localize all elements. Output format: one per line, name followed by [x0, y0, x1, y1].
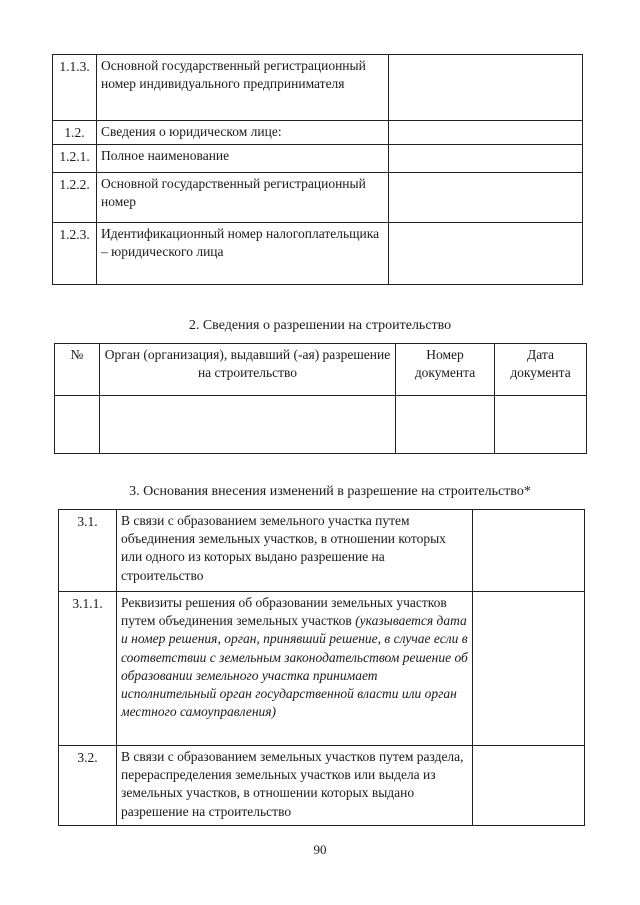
row-number: 3.1. [59, 510, 117, 592]
applicant-info-table [52, 54, 583, 285]
table-row [59, 746, 585, 826]
row-number: 1.2.3. [53, 223, 97, 285]
value-cell [389, 145, 583, 173]
row-number: 1.2.2. [53, 173, 97, 223]
value-cell [495, 396, 587, 454]
table-row [55, 396, 587, 454]
value-cell [389, 121, 583, 145]
table-row [53, 145, 583, 173]
row-label [117, 592, 473, 746]
row-number: 3.2. [59, 746, 117, 826]
row-label: Полное наименование [97, 145, 389, 173]
row-number: 1.2. [53, 121, 97, 145]
row-text: Реквизиты решения об образовании земельных участков путем объединения земельных участков [121, 595, 447, 629]
page-number: 90 [313, 842, 327, 857]
table-row [53, 173, 583, 223]
row-label: Сведения о юридическом лице: [97, 121, 389, 145]
permit-info-table [54, 343, 587, 454]
row-number: 1.2.1. [53, 145, 97, 173]
row-label: Основной государственный регистрационный номер [97, 173, 389, 223]
table-row [53, 121, 583, 145]
table-row [59, 510, 585, 592]
row-label: В связи с образованием земельных участков путем раздела, перераспределения земельных участков или выдела из земельных участков, в отношении которых выдано разрешение на строительство [117, 746, 473, 826]
header-doc-date: Дата документа [495, 344, 587, 396]
section-3-title: 3. Основания внесения изменений в разрешение на строительство* [129, 484, 531, 499]
value-cell [389, 55, 583, 121]
value-cell [389, 223, 583, 285]
value-cell [396, 396, 495, 454]
value-cell [473, 746, 585, 826]
row-note: (указывается дата и номер решения, орган, принявший решение, в случае если в соответствии с земельным законодательством решение об образовании земельного участка принимает исполнительный орган государственной власти или орган местного самоуправления) [121, 613, 468, 720]
row-label: Идентификационный номер налогоплательщика – юридического лица [97, 223, 389, 285]
table-header-row [55, 344, 587, 396]
value-cell [473, 510, 585, 592]
value-cell [100, 396, 396, 454]
row-label: Основной государственный регистрационный номер индивидуального предпринимателя [97, 55, 389, 121]
section-2-title: 2. Сведения о разрешении на строительство [188, 318, 452, 333]
row-label: В связи с образованием земельного участка путем объединения земельных участков, в отношении которых или одного из которых выдано разрешение на строительство [117, 510, 473, 592]
change-basis-table [58, 509, 585, 826]
value-cell [55, 396, 100, 454]
header-num: № [55, 344, 100, 396]
row-number: 1.1.3. [53, 55, 97, 121]
table-row [59, 592, 585, 746]
header-doc-number: Номер документа [396, 344, 495, 396]
table-row [53, 55, 583, 121]
header-organ: Орган (организация), выдавший (-ая) разрешение на строительство [100, 344, 396, 396]
row-number: 3.1.1. [59, 592, 117, 746]
value-cell [389, 173, 583, 223]
table-row [53, 223, 583, 285]
value-cell [473, 592, 585, 746]
